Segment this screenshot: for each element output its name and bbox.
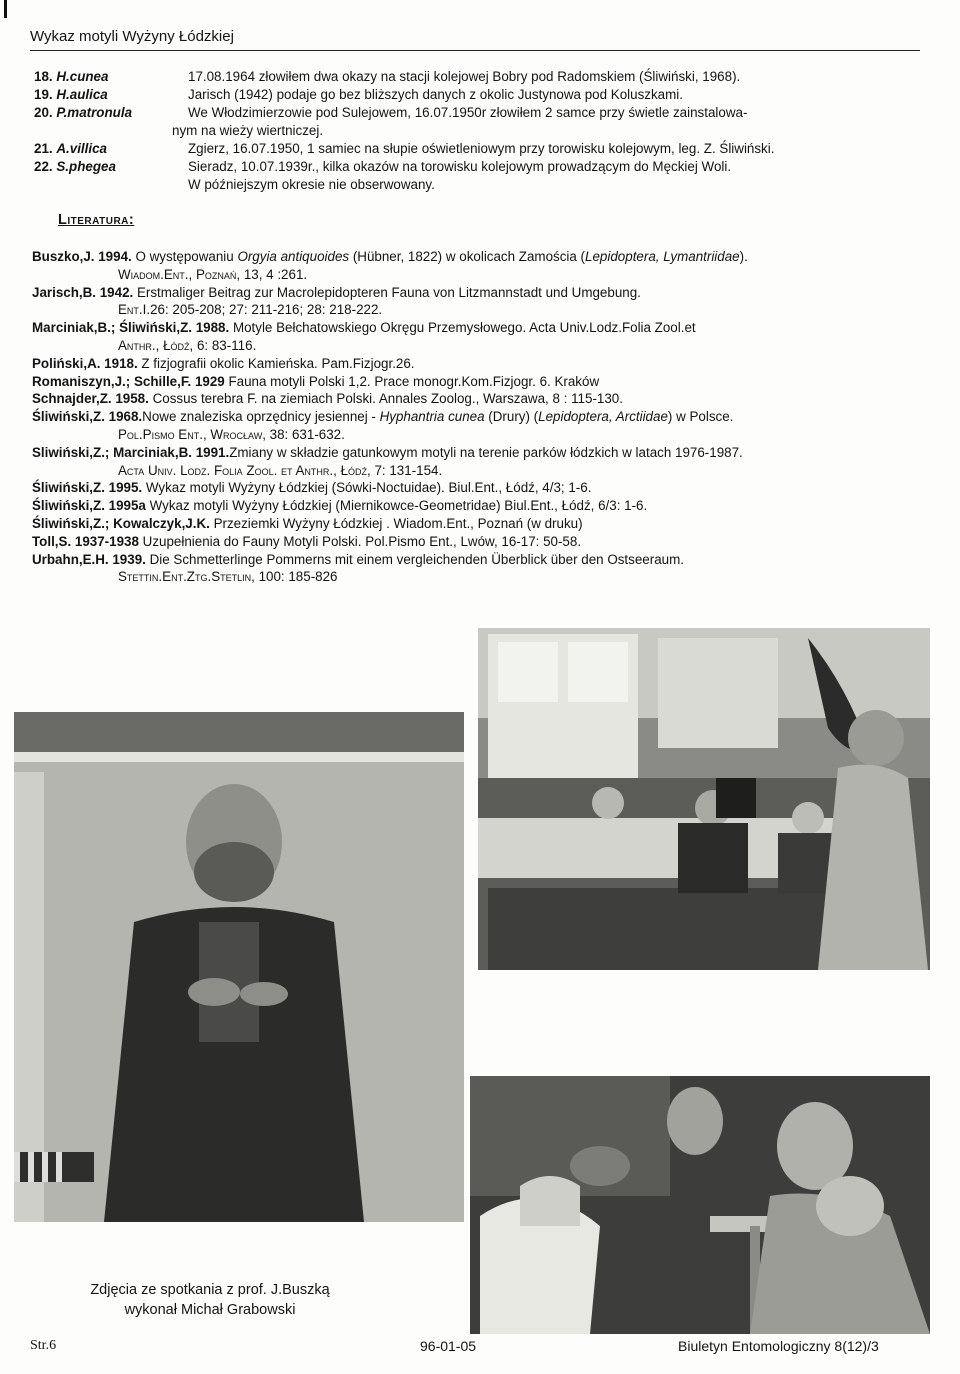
reference-entry (32, 248, 932, 266)
reference-entry (32, 551, 932, 569)
species-entry (34, 140, 924, 158)
species-name: 20. P.matronula (34, 105, 133, 120)
photo-classroom (478, 628, 930, 970)
reference-continuation: Acta Univ. Lodz. Folia Zool. et Anthr., Łódź, 7: 131-154. (118, 462, 443, 478)
reference-author: Śliwiński,Z.; Kowalczyk,J.K. (32, 515, 210, 531)
reference-entry (32, 479, 932, 497)
species-text-cont: nym na wieży wiertniczej. (172, 123, 324, 138)
reference-text: Wykaz motyli Wyżyny Łódzkiej (Miernikowce-Geometridae) Biul.Ent., Łódź, 6/3: 1-6. (145, 498, 648, 514)
reference-text: Fauna motyli Polski 1,2. Prace monogr.Kom.Fizjogr. 6. Kraków (224, 373, 600, 389)
issue-date: 96-01-05 (420, 1338, 477, 1354)
species-entry (34, 68, 924, 86)
reference-author: Poliński,A. 1918. (32, 355, 138, 371)
species-text: 17.08.1964 złowiłem dwa okazy na stacji kolejowej Bobry pod Radomskiem (Śliwiński, 1968). (188, 69, 741, 84)
reference-entry (32, 284, 932, 302)
reference-author: Romaniszyn,J.; Schille,F. 1929 (32, 373, 225, 389)
reference-text: Przeziemki Wyżyny Łódzkiej . Wiadom.Ent., Poznań (w druku) (209, 515, 583, 531)
species-text: Jarisch (1942) podaje go bez bliższych danych z okolic Justynowa pod Koluszkami. (188, 87, 683, 102)
reference-text: Nowe znaleziska oprzędnicy jesiennej - (142, 409, 380, 425)
caption-line: Zdjęcia ze spotkania z prof. J.Buszką (90, 1282, 330, 1298)
species-list (34, 68, 924, 194)
species-text: Zgierz, 16.07.1950, 1 samiec na słupie oświetleniowym przy torowisku kolejowym, leg. Z. Śliwiński. (188, 141, 775, 156)
reference-italic: Lepidoptera, Lymantriidae (585, 249, 740, 264)
reference-text: Erstmaliger Beitrag zur Macrolepidopteren Fauna von Litzmannstadt und Umgebung. (133, 284, 641, 300)
reference-text: Uzupełnienia do Fauny Motyli Polski. Pol.Pismo Ent., Lwów, 16-17: 50-58. (138, 533, 582, 549)
species-name: 21. A.villica (34, 141, 107, 156)
reference-author: Urbahn,E.H. 1939. (32, 551, 146, 567)
reference-text: ) w Polsce. (667, 409, 734, 425)
reference-author: Schnajder,Z. 1958. (32, 391, 149, 407)
reference-text: Cossus terebra F. na ziemiach Polski. Annales Zoolog., Warszawa, 8 : 115-130. (148, 391, 623, 407)
literature-heading: Literatura: (58, 212, 135, 228)
reference-text: (Hübner, 1822) w okolicach Zamościa ( (349, 249, 586, 264)
species-text-cont: W późniejszym okresie nie obserwowany. (188, 177, 435, 192)
reference-entry (32, 515, 932, 533)
reference-text: Die Schmetterlinge Pommerns mit einem vergleichenden Überblick über den Ostseeraum. (145, 551, 684, 567)
reference-text: Zmiany w składzie gatunkowym motyli na terenie parków łódzkich w latach 1976-1987. (229, 444, 743, 460)
reference-continuation: Pol.Pismo Ent., Wrocław, 38: 631-632. (118, 426, 345, 442)
reference-continuation: Stettin.Ent.Ztg.Stetlin, 100: 185-826 (118, 569, 338, 585)
reference-author: Jarisch,B. 1942. (32, 284, 134, 300)
reference-author: Sliwiński,Z.; Marciniak,B. 1991. (32, 444, 230, 460)
species-text: We Włodzimierzowie pod Sulejowem, 16.07.1950r złowiłem 2 samce przy świetle zainstalowa- (188, 105, 748, 120)
reference-author: Śliwiński,Z. 1995. (32, 480, 143, 496)
reference-author: Marciniak,B.; Śliwiński,Z. 1988. (32, 320, 230, 336)
running-header: Wykaz motyli Wyżyny Łódzkiej (30, 28, 234, 45)
reference-entry (32, 408, 932, 426)
reference-italic: Lepidoptera, Arctiidae (538, 409, 668, 425)
species-entry (34, 104, 924, 140)
species-name: 19. H.aulica (34, 87, 108, 102)
photo-speaker (14, 712, 464, 1222)
reference-author: Toll,S. 1937-1938 (32, 533, 139, 549)
reference-author: Śliwiński,Z. 1995a (32, 498, 146, 514)
reference-author: Buszko,J. 1994. (32, 249, 132, 264)
reference-text: ). (739, 249, 748, 264)
photo-microscope-image (470, 1076, 930, 1334)
reference-entry (32, 444, 932, 462)
reference-text: Z fizjografii okolic Kamieńska. Pam.Fizjogr.26. (137, 355, 415, 371)
reference-entry (32, 355, 932, 373)
reference-continuation: Ent.I.26: 205-208; 27: 211-216; 28: 218-222. (118, 302, 383, 318)
reference-text: O występowaniu (131, 249, 238, 264)
photo-caption (60, 1280, 360, 1320)
reference-text: Motyle Bełchatowskiego Okręgu Przemysłowego. Acta Univ.Lodz.Folia Zool.et (229, 320, 696, 336)
species-entry (34, 86, 924, 104)
reference-text: (Drury) ( (484, 409, 539, 425)
reference-continuation: Wiadom.Ent., Poznań, 13, 4 :261. (118, 266, 308, 282)
reference-entry (32, 373, 932, 391)
photo-classroom-image (478, 628, 930, 970)
species-name: 22. S.phegea (34, 159, 116, 174)
reference-entry (32, 319, 932, 337)
header-rule (30, 50, 920, 51)
reference-entry (32, 497, 932, 515)
species-entry (34, 158, 924, 194)
reference-text: Wykaz motyli Wyżyny Łódzkiej (Sówki-Noctuidae). Biul.Ent., Łódź, 4/3; 1-6. (142, 480, 592, 496)
reference-entry (32, 390, 932, 408)
photo-speaker-image (14, 712, 464, 1222)
reference-italic: Hyphantria cunea (379, 409, 485, 425)
reference-continuation: Anthr., Łódź, 6: 83-116. (118, 337, 257, 353)
caption-line: wykonał Michał Grabowski (124, 1302, 296, 1318)
species-name: 18. H.cunea (34, 69, 109, 84)
journal-name: Biuletyn Entomologiczny 8(12)/3 (678, 1338, 879, 1354)
reference-list (32, 248, 932, 586)
scan-artifact (4, 0, 7, 18)
page-number: Str.6 (30, 1338, 57, 1353)
photo-microscope (470, 1076, 930, 1334)
reference-entry (32, 533, 932, 551)
species-text: Sieradz, 10.07.1939r., kilka okazów na torowisku kolejowym prowadzącym do Męckiej Woli. (188, 159, 732, 174)
reference-author: Śliwiński,Z. 1968. (32, 409, 143, 425)
reference-italic: Orgyia antiquoides (237, 249, 350, 264)
